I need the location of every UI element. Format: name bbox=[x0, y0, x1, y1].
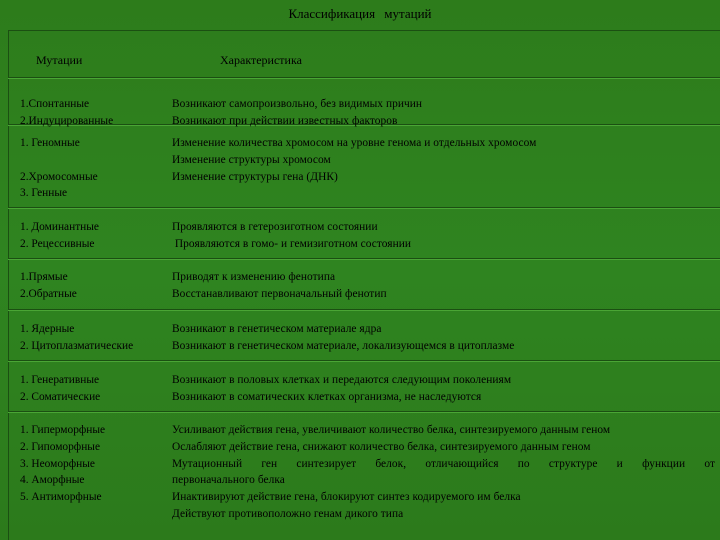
description-line: Изменение структуры хромосом bbox=[172, 153, 331, 166]
mutation-type: 2.Индуцированные bbox=[20, 114, 114, 127]
description-line: Действуют противоположно генам дикого типа bbox=[172, 507, 404, 520]
header-mutations: Мутации bbox=[36, 53, 83, 67]
mutation-type: 1.Спонтанные bbox=[20, 98, 90, 110]
mutation-type: 2. Цитоплазматические bbox=[20, 339, 134, 352]
mutation-type-spacer bbox=[20, 152, 178, 169]
description-line: Приводят к изменению фенотипа bbox=[172, 271, 336, 283]
description-line: Возникают при действии известных факторов bbox=[172, 114, 398, 127]
description-line: Изменение структуры гена (ДНК) bbox=[172, 170, 338, 183]
description-line: Восстанавливают первоначальный фенотип bbox=[172, 287, 387, 300]
mutation-description bbox=[172, 321, 715, 355]
table-row bbox=[8, 361, 720, 412]
mutation-type: 2. Рецессивные bbox=[20, 237, 95, 250]
mutation-types bbox=[20, 269, 178, 303]
mutation-description bbox=[172, 372, 715, 406]
mutation-description bbox=[172, 269, 715, 303]
mutation-type: 1. Гиперморфные bbox=[20, 424, 106, 436]
mutation-type: 1. Генеративные bbox=[20, 374, 100, 386]
mutation-description bbox=[172, 219, 715, 253]
table-row bbox=[8, 412, 720, 528]
mutation-type: 1. Геномные bbox=[20, 137, 80, 149]
table-row bbox=[8, 125, 720, 208]
table-row bbox=[8, 259, 720, 310]
description-line: первоначального белка bbox=[172, 474, 285, 487]
mutation-type: 2. Гипоморфные bbox=[20, 440, 100, 453]
mutation-description bbox=[172, 135, 715, 185]
mutation-type: 3. Генные bbox=[20, 187, 68, 200]
mutation-type: 1.Прямые bbox=[20, 271, 68, 283]
mutation-type: 1. Доминантные bbox=[20, 221, 99, 233]
page-title: Классификация мутаций bbox=[288, 6, 432, 21]
table-row bbox=[8, 310, 720, 361]
mutation-type: 2. Соматические bbox=[20, 390, 101, 403]
mutation-types bbox=[20, 321, 178, 355]
mutation-type: 2.Хромосомные bbox=[20, 170, 98, 183]
mutation-description bbox=[172, 422, 715, 523]
description-line: Мутационный ген синтезирует белок, отличающийся по структуре и функции от bbox=[172, 457, 715, 470]
description-line: Усиливают действия гена, увеличивают количество белка, синтезируемого данным геном bbox=[172, 424, 611, 436]
description-line: Инактивируют действие гена, блокируют синтез кодируемого им белка bbox=[172, 491, 521, 504]
description-line: Проявляются в гетерозиготном состоянии bbox=[172, 221, 378, 233]
table-row bbox=[8, 208, 720, 259]
description-line: Изменение количества хромосом на уровне генома и отдельных хромосом bbox=[172, 137, 537, 149]
mutation-types bbox=[20, 135, 178, 202]
mutation-table bbox=[8, 30, 720, 528]
table-header bbox=[8, 31, 720, 78]
mutation-types bbox=[20, 372, 178, 406]
description-line: Проявляются в гомо- и гемизиготном состоянии bbox=[172, 237, 412, 250]
description-line: Ослабляют действие гена, снижают количество белка, синтезируемого данным геном bbox=[172, 440, 591, 453]
table-row bbox=[8, 78, 720, 125]
description-line: Возникают в генетическом материале, локализующемся в цитоплазме bbox=[172, 339, 515, 352]
description-line: Возникают в генетическом материале ядра bbox=[172, 323, 382, 335]
mutation-types bbox=[20, 219, 178, 253]
mutation-type: 5. Антиморфные bbox=[20, 491, 102, 504]
description-line: Возникают в соматических клетках организма, не наследуются bbox=[172, 390, 482, 403]
header-characteristic: Характеристика bbox=[220, 53, 302, 67]
description-line: Возникают самопроизвольно, без видимых причин bbox=[172, 98, 423, 110]
mutation-type: 1. Ядерные bbox=[20, 323, 75, 335]
mutation-type: 4. Аморфные bbox=[20, 474, 85, 487]
description-line: Возникают в половых клетках и передаются следующим поколениям bbox=[172, 374, 512, 386]
mutation-type: 3. Неоморфные bbox=[20, 457, 95, 470]
mutation-types bbox=[20, 422, 178, 506]
mutation-type: 2.Обратные bbox=[20, 287, 77, 300]
